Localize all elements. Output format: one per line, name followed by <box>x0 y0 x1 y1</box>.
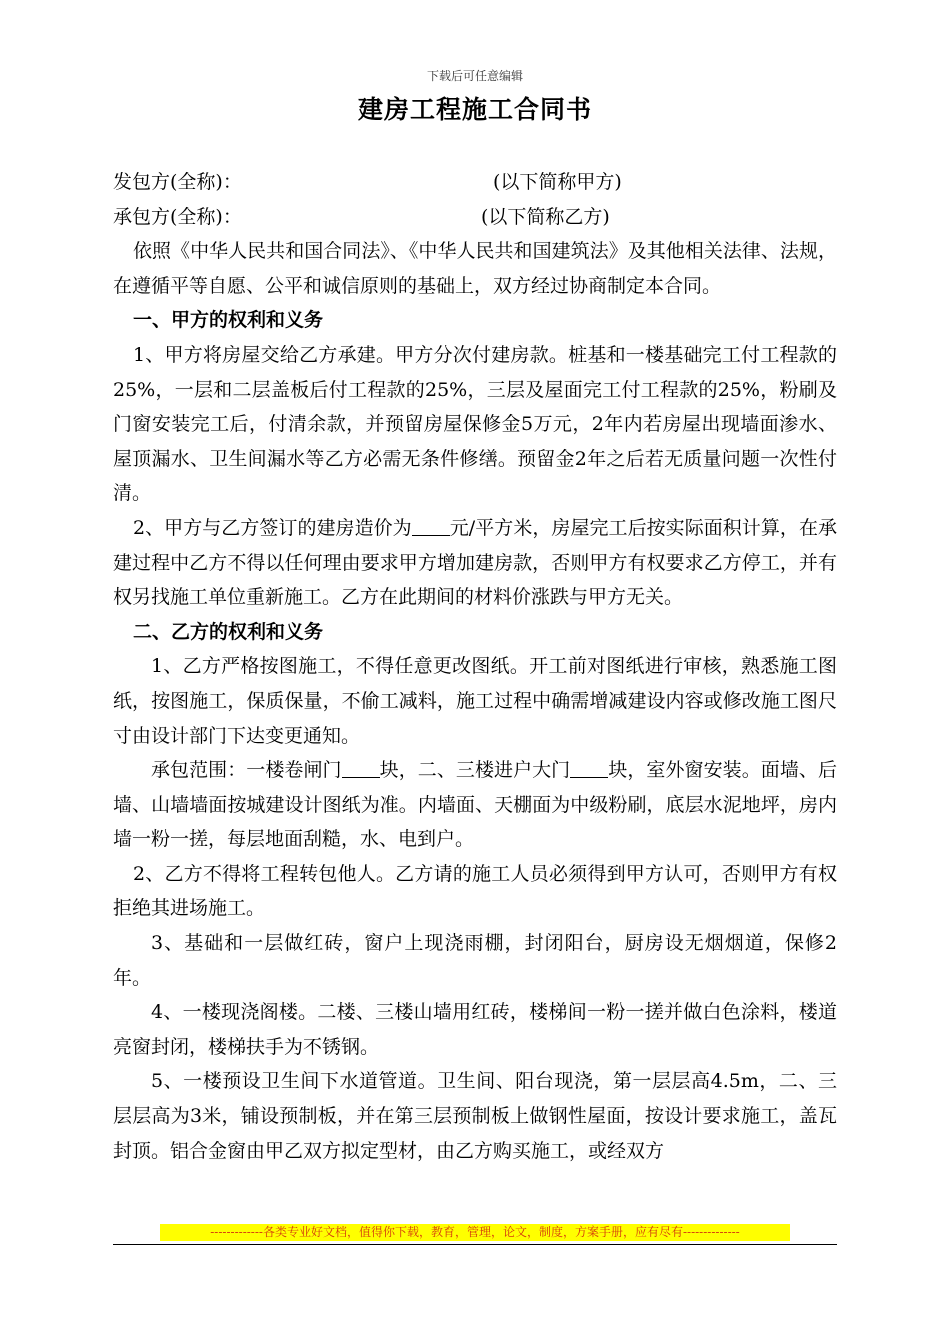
employer-label: 发包方(全称)： <box>113 171 242 193</box>
contractor-clause-3: 3、基础和一层做红砖，窗户上现浇雨棚，封闭阳台，厨房设无烟烟道，保修2年。 <box>113 932 837 989</box>
document-body <box>113 165 837 1168</box>
contractor-clause-5: 5、一楼预设卫生间下水道管道。卫生间、阳台现浇，第一层层高4.5m，二、三层层高为3米，铺设预制板，并在第三层预制板上做钢性屋面，按设计要求施工，盖瓦封顶。铝合金窗由甲乙双方拟定型材，由乙方购买施工，或经双方 <box>113 1070 837 1162</box>
section-heading-contractor: 二、乙方的权利和义务 <box>133 620 324 643</box>
contractor-clause-4: 4、一楼现浇阁楼。二楼、三楼山墙用红砖，楼梯间一粉一搓并做白色涂料，楼道亮窗封闭，楼梯扶手为不锈钢。 <box>113 1001 837 1058</box>
contractor-label: 承包方(全称)： <box>113 205 242 228</box>
price-blank <box>412 515 450 536</box>
footer-banner: -------------各类专业好文档，值得你下载，教育，管理，论文，制度，方案手册，应有尽有-------------- <box>160 1224 790 1241</box>
contractor-line <box>113 200 837 235</box>
scope-text-3: 块，室外窗安装。面墙、后墙、山墙墙面按城建设计图纸为准。内墙面、天棚面为中级粉刷，底层水泥地坪，房内墙一粉一搓，每层地面刮糙，水、电到户。 <box>113 759 837 851</box>
employer-note: (以下简称甲方) <box>493 171 622 193</box>
employer-clause-1: 1、甲方将房屋交给乙方承建。甲方分次付建房款。桩基和一楼基础完工付工程款的25%，一层和二层盖板后付工程款的25%，三层及屋面完工付工程款的25%，粉刷及门窗安装完工后，付清余款，并预留房屋保修金5万元，2年内若房屋出现墙面渗水、屋顶漏水、卫生间漏水等乙方必需无条件修缮。预留金2年之后若无质量问题一次性付清。 <box>113 343 837 505</box>
contractor-clause-1: 1、乙方严格按图施工，不得任意更改图纸。开工前对图纸进行审核，熟悉施工图纸，按图施工，保质保量，不偷工减料，施工过程中确需增减建设内容或修改施工图尺寸由设计部门下达变更通知。 <box>113 655 837 747</box>
employer-line <box>113 165 837 200</box>
clause2-text-before: 2、甲方与乙方签订的建房造价为 <box>133 516 412 539</box>
footer-rule <box>113 1244 837 1245</box>
contractor-note: (以下简称乙方) <box>481 205 610 228</box>
scope-text-2: 块，二、三楼进户大门 <box>379 759 571 782</box>
preamble: 依照《中华人民共和国合同法》、《中华人民共和国建筑法》及其他相关法律、法规，在遵循平等自愿、公平和诚信原则的基础上，双方经过协商制定本合同。 <box>113 240 837 297</box>
door-count-blank <box>570 757 608 778</box>
contractor-clause-2: 2、乙方不得将工程转包他人。乙方请的施工人员必须得到甲方认可，否则甲方有权拒绝其进场施工。 <box>113 862 837 920</box>
shutter-count-blank <box>342 757 380 778</box>
header-note: 下载后可任意编辑 <box>426 69 523 83</box>
section-heading-employer: 一、甲方的权利和义务 <box>133 309 324 332</box>
scope-text-1: 承包范围：一楼卷闸门 <box>151 759 342 782</box>
document-title: 建房工程施工合同书 <box>357 95 592 124</box>
clause2-text-after: 元/平方米，房屋完工后按实际面积计算，在承建过程中乙方不得以任何理由要求甲方增加建房款，否则甲方有权要求乙方停工，并有权另找施工单位重新施工。乙方在此期间的材料价涨跌与甲方无关。 <box>113 516 837 609</box>
employer-clause-2 <box>113 511 837 615</box>
contract-scope <box>113 753 837 857</box>
